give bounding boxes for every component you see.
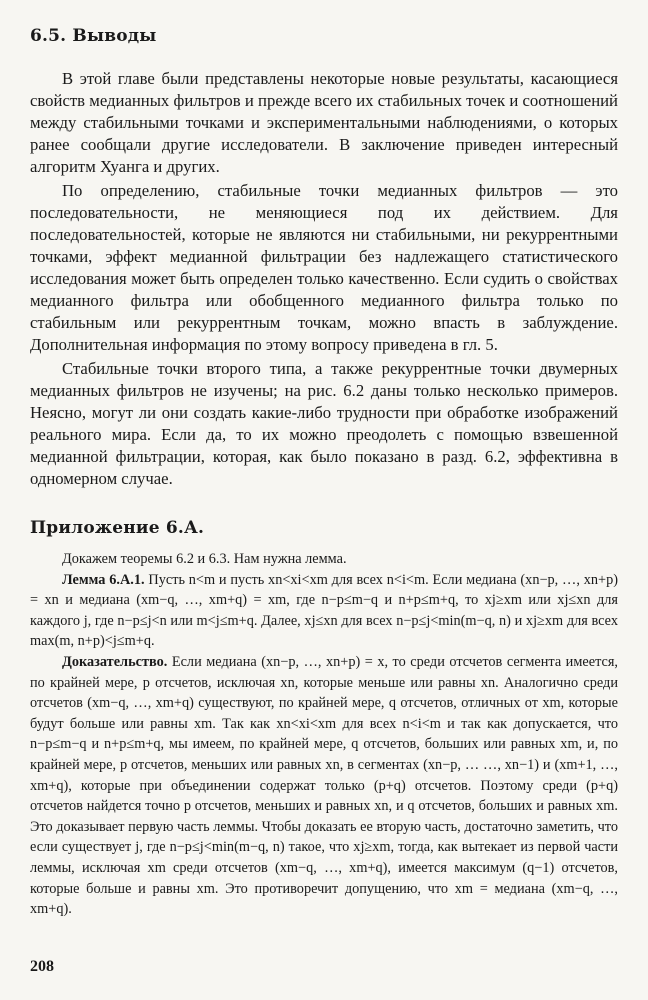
lemma-label: Лемма 6.А.1.	[62, 571, 145, 588]
paragraph: Стабильные точки второго типа, а также рекуррентные точки двумерных медианных фильтров не изучены; на рис. 6.2 даны только несколько примеров. Неясно, могут ли они создать какие-либо трудности при обработке изображений реального мира. Если да, то их можно преодолеть с помощью взвешенной медианной фильтрации, которая, как было показано в разд. 6.2, эффективна в одномерном случае.	[30, 359, 618, 488]
lemma-text: Пусть n<m и пусть xn<xi<xm для всех n<i<m. Если медиана (xn−p, …, xn+p) = xn и медиана (xm−q, …, xm+q) = xm, где n−p≤m−q и n+p≤m+q, то xj≥xm или xj≤xn для каждого j, где n−p≤j<n или m<j≤m+q. Далее, xj≤xn для всех n−p≤j<min(m−q, n) и xj≥xm для всех max(m, n+p)<j≤m+q.	[30, 571, 618, 650]
proof-text: Если медиана (xn−p, …, xn+p) = x, то среди отсчетов сегмента имеется, по крайней мере, p отсчетов, исключая xn, которые меньше или равны xn. Аналогично среди отсчетов (xm−q, …, xm+q) существуют, по крайней мере, q отсчетов, отличных от xm, которые будут больше или равны xm. Так как xn<xi<xm для всех n<i<m и так как допускается, что n−p≤m−q и n+p≤m+q, мы имеем, по крайней мере, q отсчетов, больших или равных xm, и, по крайней мере, p отсчетов, меньших или равных xn, в сегментах (xn−p, … …, xn−1) и (xm+1, …, xm+q), которые при объединении содержат только (p+q) отсчетов. Поэтому среди (p+q) отсчетов найдется точно p отсчетов, меньших и равных xn, и q отсчетов, больших и равных xm. Это доказывает первую часть леммы. Чтобы доказать ее вторую часть, достаточно заметить, что если существует j, где n−p≤j<min(m−q, n) такое, что xj≥xm, тогда, как вытекает из первой части леммы, исключая xm среди отсчетов (xm−q, …, xm+q), имеется максимум (q−1) отсчетов, которые больше и равны xm. Это противоречит допущению, что xm = медиана (xm−q, …, xm+q).	[30, 653, 618, 918]
appendix-body	[30, 549, 618, 920]
appendix-intro: Докажем теоремы 6.2 и 6.3. Нам нужна лемма.	[62, 551, 347, 567]
lemma-paragraph	[30, 570, 618, 652]
paragraph: В этой главе были представлены некоторые новые результаты, касающиеся свойств медианных фильтров и прежде всего их стабильных точек и соотношений между стабильными точками и экспериментальными наблюдениями, о которых ранее сообщали другие исследователи. В заключение приведен интересный алгоритм Хуанга и других.	[30, 69, 618, 176]
section-title: 6.5. Выводы	[30, 26, 157, 46]
page-number: 208	[30, 958, 54, 975]
proof-paragraph	[30, 652, 618, 920]
appendix-title: Приложение 6.А.	[30, 518, 205, 538]
paragraph: По определению, стабильные точки медианных фильтров — это последовательности, не меняющиеся под их действием. Для последовательностей, которые не являются ни стабильными, ни рекуррентными точками, эффект медианной фильтрации без надлежащего статистического исследования может быть определен только качественно. Если судить о свойствах медианного фильтра или обобщенного медианного фильтра только по стабильным или рекуррентным точкам, можно впасть в заблуждение. Дополнительная информация по этому вопросу приведена в гл. 5.	[30, 181, 618, 354]
section-body	[30, 68, 618, 490]
proof-label: Доказательство.	[62, 653, 168, 670]
